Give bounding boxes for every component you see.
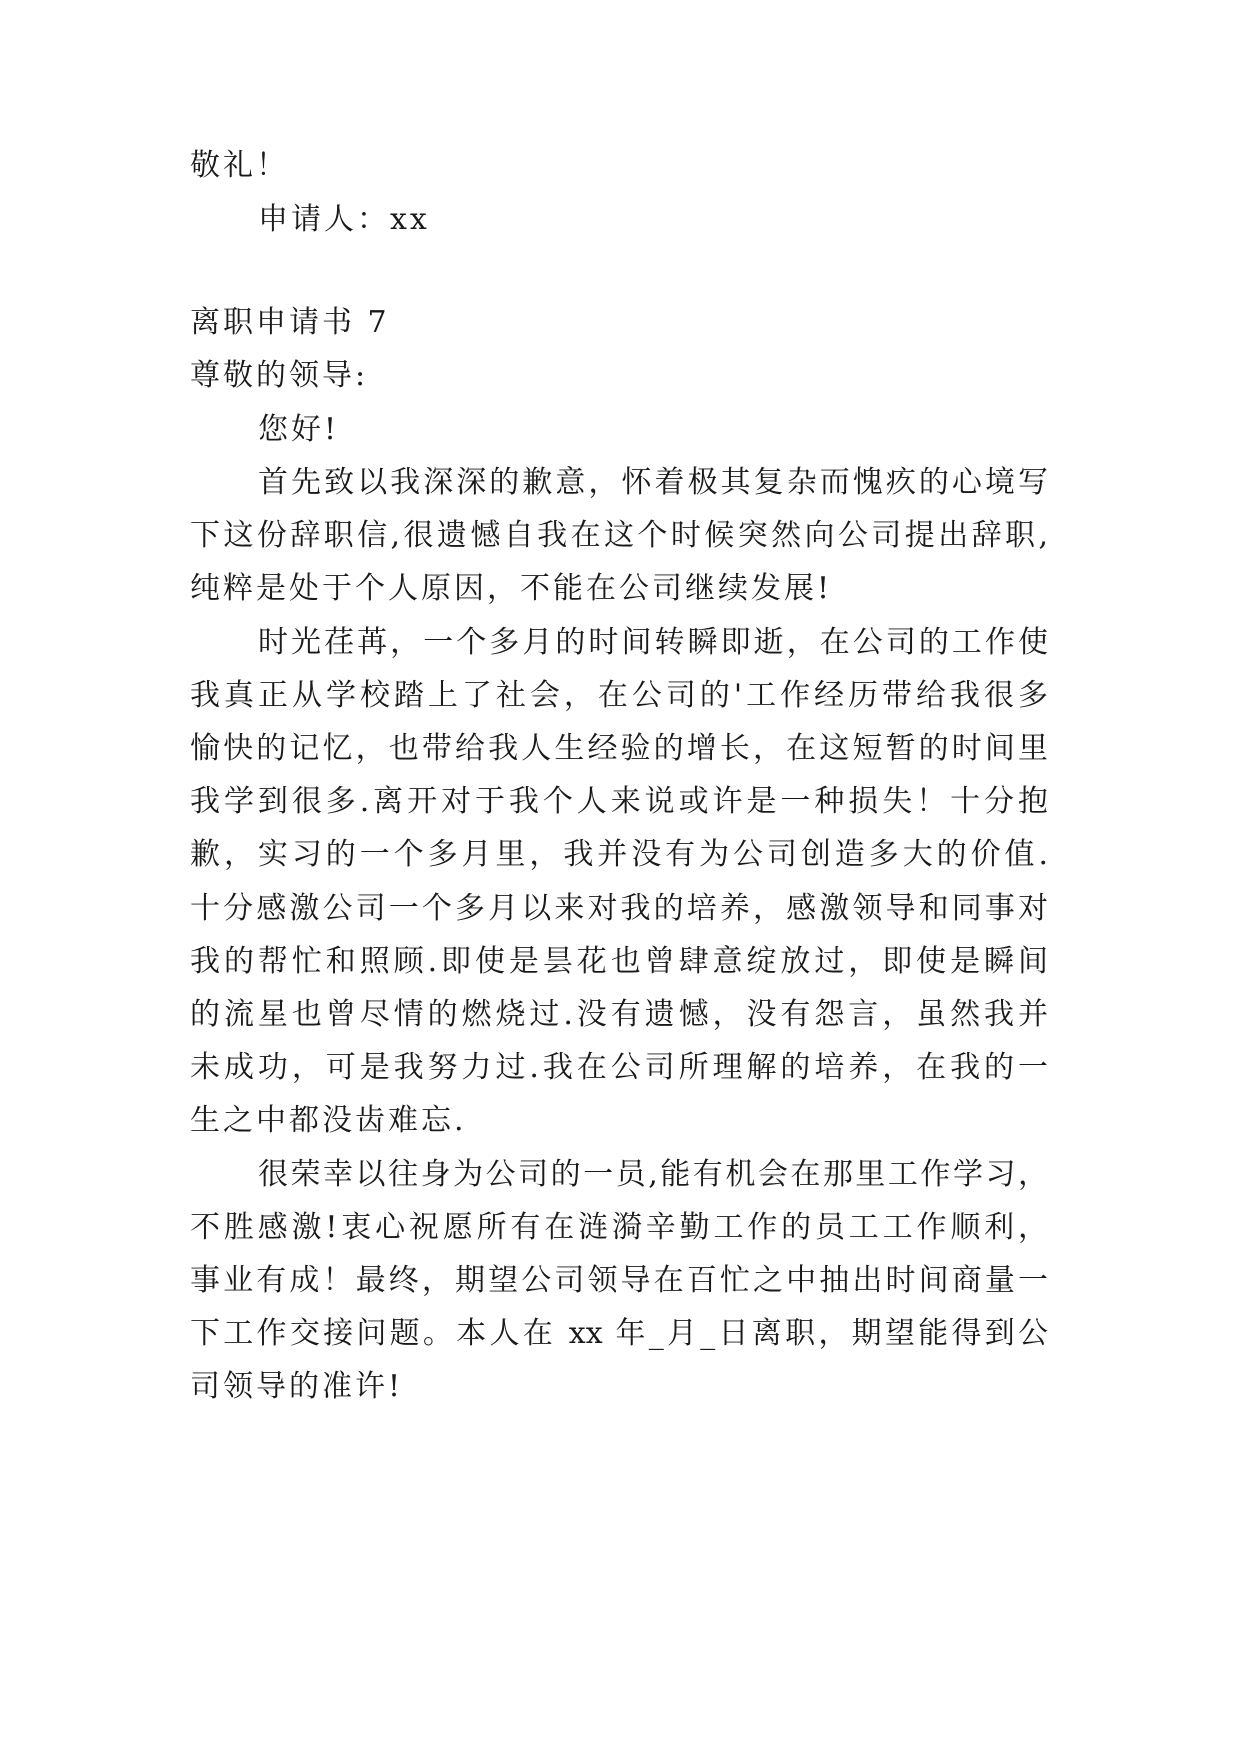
paragraph-line: 的流星也曾尽情的燃烧过.没有遗憾，没有怨言，虽然我并 <box>190 997 1048 1032</box>
paragraph-line: 很荣幸以往身为公司的一员,能有机会在那里工作学习， <box>258 1157 1048 1192</box>
paragraph-line: 愉快的记忆，也带给我人生经验的增长，在这短暂的时间里 <box>190 731 1048 766</box>
paragraph-line: 十分感激公司一个多月以来对我的培养，感激领导和同事对 <box>190 891 1048 926</box>
paragraph-line: 事业有成！最终，期望公司领导在百忙之中抽出时间商量一 <box>190 1263 1048 1298</box>
paragraph-line: 歉，实习的一个多月里，我并没有为公司创造多大的价值. <box>190 837 1048 872</box>
paragraph-line: 我的帮忙和照顾.即使是昙花也曾肆意绽放过，即使是瞬间 <box>190 944 1048 979</box>
salutation-line: 尊敬的领导: <box>190 358 369 393</box>
closing-line: 敬礼！ <box>190 148 289 183</box>
paragraph-line: 下这份辞职信,很遗憾自我在这个时候突然向公司提出辞职, <box>190 518 1048 553</box>
greeting-line: 您好! <box>258 412 340 447</box>
signature-line: 申请人：xx <box>258 202 430 237</box>
paragraph-line: 生之中都没齿难忘. <box>190 1103 467 1138</box>
paragraph-line: 我真正从学校踏上了社会，在公司的'工作经历带给我很多 <box>190 678 1048 713</box>
paragraph-line: 首先致以我深深的歉意，怀着极其复杂而愧疚的心境写 <box>258 465 1048 500</box>
paragraph-line: 纯粹是处于个人原因，不能在公司继续发展! <box>190 571 833 606</box>
paragraph-line: 司领导的准许! <box>190 1369 404 1404</box>
paragraph-line: 未成功，可是我努力过.我在公司所理解的培养，在我的一 <box>190 1050 1048 1085</box>
section-title: 离职申请书 7 <box>190 305 390 340</box>
paragraph-line: 不胜感激!衷心祝愿所有在涟漪辛勤工作的员工工作顺利， <box>190 1210 1048 1245</box>
paragraph-line: 下工作交接问题。本人在 xx 年_月_日离职，期望能得到公 <box>190 1316 1048 1351</box>
paragraph-line: 时光荏苒，一个多月的时间转瞬即逝，在公司的工作使 <box>258 625 1048 660</box>
paragraph-line: 我学到很多.离开对于我个人来说或许是一种损失！十分抱 <box>190 784 1048 819</box>
